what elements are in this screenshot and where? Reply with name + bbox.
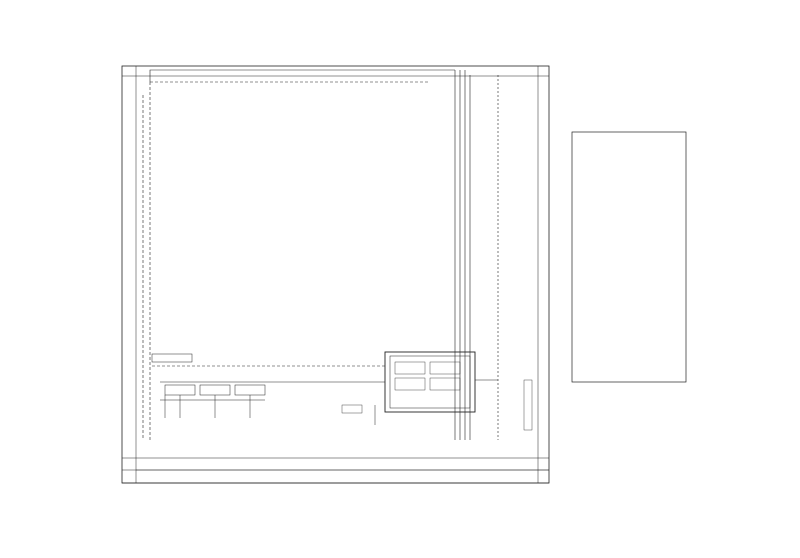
vertical-trunks (143, 70, 498, 440)
control-room-panel (160, 352, 498, 425)
drawing-frame (122, 66, 549, 483)
sub-control-boxes (152, 354, 385, 418)
legend-table (572, 132, 686, 382)
